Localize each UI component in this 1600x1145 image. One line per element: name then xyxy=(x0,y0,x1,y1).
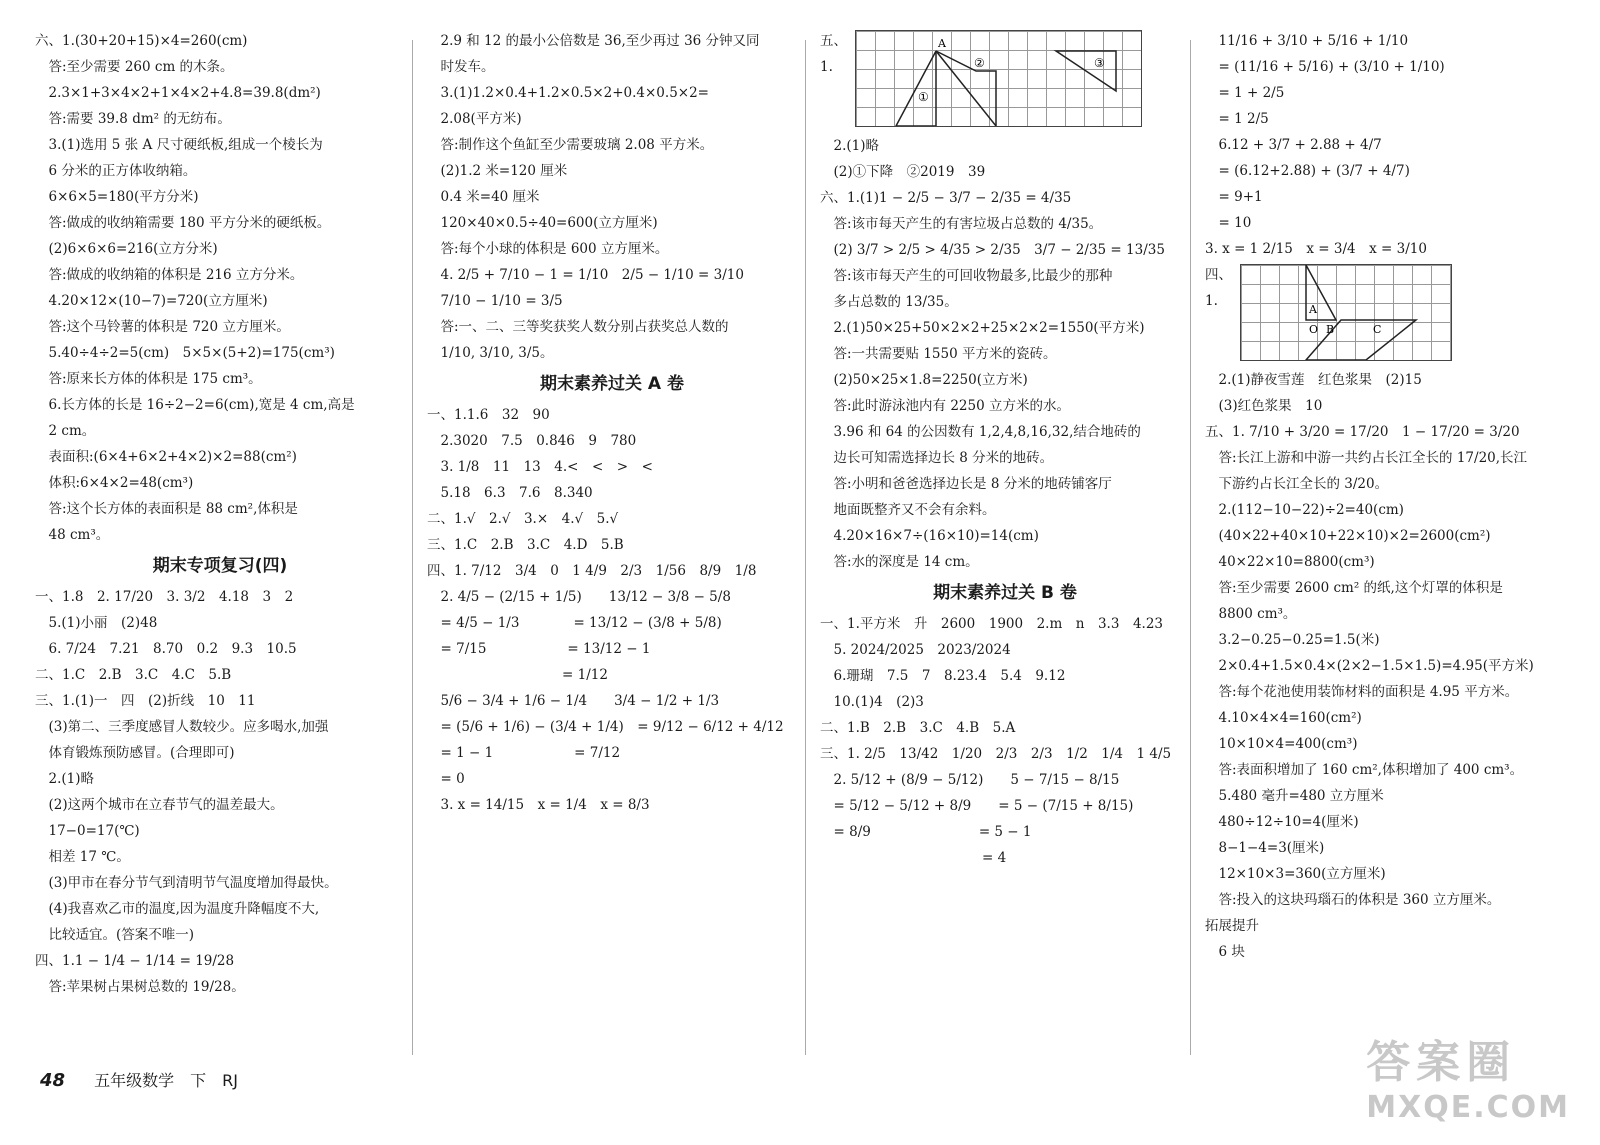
answer-line: 48 cm³。 xyxy=(35,527,110,543)
answer-line: 3.2−0.25−0.25=1.5(米) xyxy=(1205,632,1380,648)
answer-line: = 4/5 − 1/3 = 13/12 − (3/8 + 5/8) xyxy=(427,615,722,631)
answer-line: (3)红色浆果 10 xyxy=(1205,398,1323,414)
answer-line: 17−0=17(℃) xyxy=(35,823,140,839)
answer-line: 答:一共需要贴 1550 平方米的瓷砖。 xyxy=(820,346,1057,362)
answer-line: 1/10, 3/10, 3/5。 xyxy=(427,345,554,361)
svg-text:C: C xyxy=(1373,323,1382,336)
answer-line: 体育锻炼预防感冒。(合理即可) xyxy=(35,745,235,761)
column-1 xyxy=(35,28,405,1000)
answer-line: 6 块 xyxy=(1205,944,1245,960)
answer-line: 答:这个马铃薯的体积是 720 立方厘米。 xyxy=(35,319,290,335)
answer-line: 2.(1)略 xyxy=(820,138,880,154)
answer-line: 6. 7/24 7.21 8.70 0.2 9.3 10.5 xyxy=(35,641,297,657)
answer-line: 答:小明和爸爸选择边长是 8 分米的地砖铺客厅 xyxy=(820,476,1112,492)
answer-line: (2)50×25×1.8=2250(立方米) xyxy=(820,372,1028,388)
answer-line: = 7/15 = 13/12 − 1 xyxy=(427,641,651,657)
answer-line: 3. x = 14/15 x = 1/4 x = 8/3 xyxy=(427,797,650,813)
answer-line: = (5/6 + 1/6) − (3/4 + 1/4) = 9/12 − 6/12 + 4/12 xyxy=(427,719,784,735)
answer-line: 40×22×10=8800(cm³) xyxy=(1205,554,1375,570)
answer-line: 8800 cm³。 xyxy=(1205,606,1297,622)
answer-line: 5/6 − 3/4 + 1/6 − 1/4 3/4 − 1/2 + 1/3 xyxy=(427,693,720,709)
answer-line: 答:每个花池使用装饰材料的面积是 4.95 平方米。 xyxy=(1205,684,1519,700)
answer-line: 2. 5/12 + (8/9 − 5/12) 5 − 7/15 − 8/15 xyxy=(820,772,1120,788)
svg-text:A: A xyxy=(1309,303,1317,316)
answer-line: 答:制作这个鱼缸至少需要玻璃 2.08 平方米。 xyxy=(427,137,714,153)
column-2 xyxy=(427,28,797,818)
answer-line: = 5/12 − 5/12 + 8/9 = 5 − (7/15 + 8/15) xyxy=(820,798,1134,814)
answer-line: 10.(1)4 (2)3 xyxy=(820,694,924,710)
answer-line: 3.(1)选用 5 张 A 尺寸硬纸板,组成一个棱长为 xyxy=(35,137,323,153)
answer-line: 六、1.(30+20+15)×4=260(cm) xyxy=(35,33,248,49)
answer-line: 5.(1)小丽 (2)48 xyxy=(35,615,158,631)
answer-line: 2.3020 7.5 0.846 9 780 xyxy=(427,433,637,449)
answer-line: 2.(1)略 xyxy=(35,771,95,787)
answer-line: 答:苹果树占果树总数的 19/28。 xyxy=(35,979,245,995)
answer-line: = 1 − 1 = 7/12 xyxy=(427,745,621,761)
answer-line: 3.(1)1.2×0.4+1.2×0.5×2+0.4×0.5×2= xyxy=(427,85,709,101)
answer-line: 4. 2/5 + 7/10 − 1 = 1/10 2/5 − 1/10 = 3/10 xyxy=(427,267,744,283)
answer-line: 答:每个小球的体积是 600 立方厘米。 xyxy=(427,241,669,257)
answer-line: = 9+1 xyxy=(1205,189,1263,205)
answer-line: 5. 2024/2025 2023/2024 xyxy=(820,642,1011,658)
answer-line: 边长可知需选择边长 8 分米的地砖。 xyxy=(820,450,1054,466)
answer-line: 4.10×4×4=160(cm²) xyxy=(1205,710,1362,726)
answer-line: 3. x = 1 2/15 x = 3/4 x = 3/10 xyxy=(1205,241,1427,257)
answer-line: = (11/16 + 5/16) + (3/10 + 1/10) xyxy=(1205,59,1445,75)
svg-text:O: O xyxy=(1309,323,1319,336)
column-divider xyxy=(1190,40,1191,1055)
answer-line: 四、1. 7/12 3/4 0 1 4/9 2/3 1/56 8/9 1/8 xyxy=(427,563,757,579)
answer-line: (2)6×6×6=216(立方分米) xyxy=(35,241,218,257)
answer-line: 三、1. 2/5 13/42 1/20 2/3 2/3 1/2 1/4 1 4/5 xyxy=(820,746,1172,762)
answer-line: 答:长江上游和中游一共约占长江全长的 17/20,长江 xyxy=(1205,450,1528,466)
answer-line: 5.40÷4÷2=5(cm) 5×5×(5+2)=175(cm³) xyxy=(35,345,335,361)
answer-line: 12×10×3=360(立方厘米) xyxy=(1205,866,1386,882)
answer-line: 5.480 毫升=480 立方厘米 xyxy=(1205,788,1384,804)
answer-line: 480÷12÷10=4(厘米) xyxy=(1205,814,1359,830)
answer-line: 10×10×4=400(cm³) xyxy=(1205,736,1358,752)
answer-line: 答:投入的这块玛瑙石的体积是 360 立方厘米。 xyxy=(1205,892,1501,908)
answer-line: (3)第二、三季度感冒人数较少。应多喝水,加强 xyxy=(35,719,329,735)
answer-line: (2) 3/7 > 2/5 > 4/35 > 2/35 3/7 − 2/35 = 13/35 xyxy=(820,242,1165,258)
answer-line: = (6.12+2.88) + (3/7 + 4/7) xyxy=(1205,163,1410,179)
answer-line: 二、1.C 2.B 3.C 4.C 5.B xyxy=(35,667,232,683)
answer-line: 2.08(平方米) xyxy=(427,111,522,127)
answer-line: 答:需要 39.8 dm² 的无纺布。 xyxy=(35,111,231,127)
answer-line: 多占总数的 13/35。 xyxy=(820,294,958,310)
answer-line: 6.12 + 3/7 + 2.88 + 4/7 xyxy=(1205,137,1382,153)
answer-line: 答:该市每天产生的可回收物最多,比最少的那种 xyxy=(820,268,1113,284)
svg-text:①: ① xyxy=(918,90,929,104)
page-number: 48 xyxy=(40,1070,66,1091)
answer-line: 下游约占长江全长的 3/20。 xyxy=(1205,476,1389,492)
answer-line: 11/16 + 3/10 + 5/16 + 1/10 xyxy=(1205,33,1409,49)
grid-figure xyxy=(855,30,1142,127)
answer-line: 答:至少需要 260 cm 的木条。 xyxy=(35,59,234,75)
answer-line: 3.96 和 64 的公因数有 1,2,4,8,16,32,结合地砖的 xyxy=(820,424,1141,440)
answer-line: 相差 17 ℃。 xyxy=(35,849,130,865)
answer-line: = 4 xyxy=(820,850,1007,866)
answer-line: 体积:6×4×2=48(cm³) xyxy=(35,475,194,491)
answer-line: 6.长方体的长是 16÷2−2=6(cm),宽是 4 cm,高是 xyxy=(35,397,355,413)
answer-line: 答:原来长方体的体积是 175 cm³。 xyxy=(35,371,262,387)
answer-line: = 8/9 = 5 − 1 xyxy=(820,824,1032,840)
answer-line: 5.18 6.3 7.6 8.340 xyxy=(427,485,593,501)
column-4 xyxy=(1205,28,1585,965)
answer-line: 五、1. 7/10 + 3/20 = 17/20 1 − 17/20 = 3/20 xyxy=(1205,424,1520,440)
answer-line: (40×22+40×10+22×10)×2=2600(cm²) xyxy=(1205,528,1491,544)
question-number: 五、1. xyxy=(820,33,847,75)
answer-line: 6.珊瑚 7.5 7 8.23.4 5.4 9.12 xyxy=(820,668,1066,684)
svg-text:B: B xyxy=(1326,323,1335,336)
answer-line: 7/10 − 1/10 = 3/5 xyxy=(427,293,563,309)
answer-line: 答:该市每天产生的有害垃圾占总数的 4/35。 xyxy=(820,216,1103,232)
answer-line: 时发车。 xyxy=(427,59,495,75)
watermark-logo: 答案圈 MXQE.COM xyxy=(1366,1037,1570,1125)
answer-line: 2.3×1+3×4×2+1×4×2+4.8=39.8(dm²) xyxy=(35,85,321,101)
answer-line: 答:水的深度是 14 cm。 xyxy=(820,554,979,570)
answer-line: 二、1.B 2.B 3.C 4.B 5.A xyxy=(820,720,1016,736)
question-number: 四、1. xyxy=(1205,267,1232,309)
svg-text:A: A xyxy=(938,37,946,50)
answer-line: 2. 4/5 − (2/15 + 1/5) 13/12 − 3/8 − 5/8 xyxy=(427,589,731,605)
answer-line: = 1 2/5 xyxy=(1205,111,1269,127)
answer-line: (3)甲市在春分节气到清明节气温度增加得最快。 xyxy=(35,875,338,891)
answer-line: 四、1.1 − 1/4 − 1/14 = 19/28 xyxy=(35,953,235,969)
answer-line: 2 cm。 xyxy=(35,423,96,439)
answer-line: (2)这两个城市在立春节气的温差最大。 xyxy=(35,797,284,813)
answer-line: = 1 + 2/5 xyxy=(1205,85,1285,101)
answer-line: = 10 xyxy=(1205,215,1252,231)
answer-line: 答:至少需要 2600 cm² 的纸,这个灯罩的体积是 xyxy=(1205,580,1503,596)
answer-line: 2×0.4+1.5×0.4×(2×2−1.5×1.5)=4.95(平方米) xyxy=(1205,658,1534,674)
answer-line: 答:表面积增加了 160 cm²,体积增加了 400 cm³。 xyxy=(1205,762,1524,778)
answer-line: 答:此时游泳池内有 2250 立方米的水。 xyxy=(820,398,1070,414)
answer-line: 地面既整齐又不会有余料。 xyxy=(820,502,996,518)
answer-line: 2.(112−10−22)÷2=40(cm) xyxy=(1205,502,1404,518)
answer-line: (2)1.2 米=120 厘米 xyxy=(427,163,568,179)
answer-line: 拓展提升 xyxy=(1205,918,1259,934)
answer-line: 答:这个长方体的表面积是 88 cm²,体积是 xyxy=(35,501,298,517)
answer-line: 比较适宜。(答案不唯一) xyxy=(35,927,195,943)
column-3 xyxy=(820,28,1190,871)
grid-figure xyxy=(1240,264,1452,361)
column-divider xyxy=(805,40,806,1055)
answer-line: 六、1.(1)1 − 2/5 − 3/7 − 2/35 = 4/35 xyxy=(820,190,1072,206)
answer-line: 答:做成的收纳箱的体积是 216 立方分米。 xyxy=(35,267,304,283)
answer-line: (4)我喜欢乙市的温度,因为温度升降幅度不大, xyxy=(35,901,320,917)
column-divider xyxy=(412,40,413,1055)
answer-line: 表面积:(6×4+6×2+4×2)×2=88(cm²) xyxy=(35,449,297,465)
answer-line: 3. 1/8 11 13 4.< < > < xyxy=(427,459,653,475)
answer-line: 一、1.8 2. 17/20 3. 3/2 4.18 3 2 xyxy=(35,589,294,605)
answer-line: 0.4 米=40 厘米 xyxy=(427,189,540,205)
answer-line: 2.(1)静夜雪莲 红色浆果 (2)15 xyxy=(1205,372,1422,388)
section-heading: 期末素养过关 B 卷 xyxy=(933,583,1077,603)
svg-text:③: ③ xyxy=(1094,56,1105,70)
answer-line: 2.(1)50×25+50×2×2+25×2×2=1550(平方米) xyxy=(820,320,1145,336)
answer-line: = 0 xyxy=(427,771,465,787)
answer-line: 答:一、二、三等奖获奖人数分别占获奖总人数的 xyxy=(427,319,729,335)
answer-line: 2.9 和 12 的最小公倍数是 36,至少再过 36 分钟又同 xyxy=(427,33,760,49)
answer-line: 6×6×5=180(平方分米) xyxy=(35,189,199,205)
answer-line: 4.20×12×(10−7)=720(立方厘米) xyxy=(35,293,268,309)
section-heading: 期末素养过关 A 卷 xyxy=(540,374,684,394)
answer-line: 一、1.平方米 升 2600 1900 2.m n 3.3 4.23 xyxy=(820,616,1163,632)
section-heading: 期末专项复习(四) xyxy=(152,556,288,576)
book-title: 五年级数学 下 RJ xyxy=(94,1071,238,1090)
answer-line: 二、1.√ 2.√ 3.× 4.√ 5.√ xyxy=(427,511,619,527)
answer-line: 8−1−4=3(厘米) xyxy=(1205,840,1325,856)
answer-line: 三、1.(1)一 四 (2)折线 10 11 xyxy=(35,693,256,709)
answer-line: 三、1.C 2.B 3.C 4.D 5.B xyxy=(427,537,624,553)
answer-line: 6 分米的正方体收纳箱。 xyxy=(35,163,197,179)
answer-line: = 1/12 xyxy=(427,667,608,683)
answer-line: 120×40×0.5÷40=600(立方厘米) xyxy=(427,215,658,231)
answer-line: 答:做成的收纳箱需要 180 平方分米的硬纸板。 xyxy=(35,215,331,231)
svg-text:②: ② xyxy=(974,56,985,70)
page-footer xyxy=(40,1068,238,1091)
answer-line: 一、1.1.6 32 90 xyxy=(427,407,550,423)
answer-line: 4.20×16×7÷(16×10)=14(cm) xyxy=(820,528,1039,544)
answer-line: (2)①下降 ②2019 39 xyxy=(820,164,986,180)
